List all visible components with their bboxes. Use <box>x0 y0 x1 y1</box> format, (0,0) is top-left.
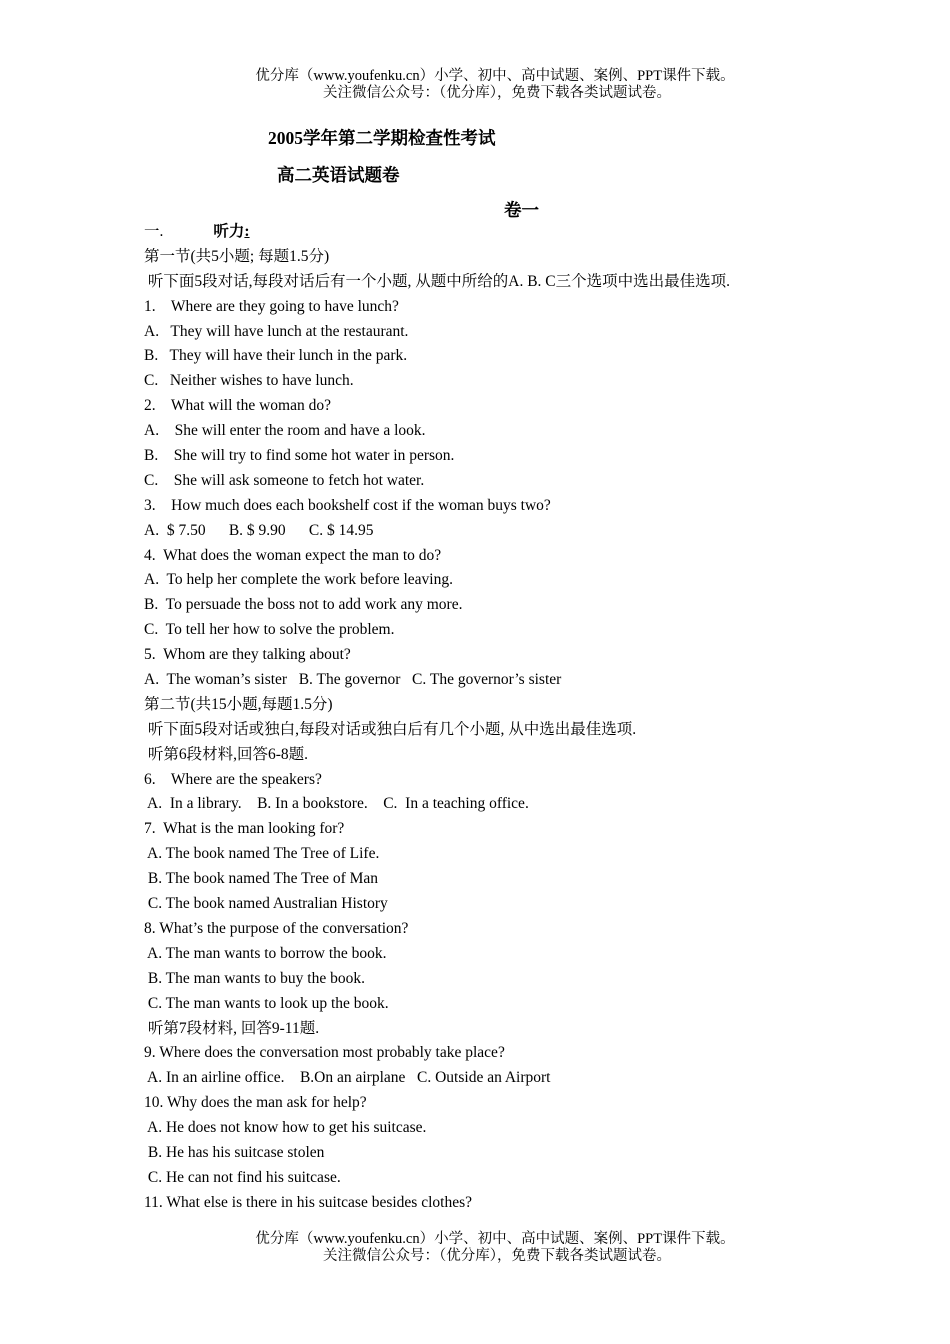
instructions: 听下面5段对话,每段对话后有一个小题, 从题中所给的A. B. C三个选项中选出最佳选项. <box>144 272 730 290</box>
footer-line-1: 优分库（www.youfenku.cn）小学、初中、高中试题、案例、PPT课件下载。 <box>255 1231 735 1247</box>
option: B. They will have their lunch in the park. <box>144 347 408 365</box>
question: 10. Why does the man ask for help? <box>144 1094 367 1112</box>
exam-title: 2005学年第二学期检查性考试 <box>268 128 496 148</box>
option: C. He can not find his suitcase. <box>144 1168 341 1186</box>
page-header <box>0 68 950 102</box>
part-heading: 第二节(共15小题,每题1.5分) <box>144 695 333 713</box>
option: C. The man wants to look up the book. <box>144 994 389 1012</box>
header-line-1: 优分库（www.youfenku.cn）小学、初中、高中试题、案例、PPT课件下载。 <box>255 68 735 84</box>
section-number: 一. <box>144 223 164 240</box>
option: C. To tell her how to solve the problem. <box>144 621 395 639</box>
option: B. The man wants to buy the book. <box>144 969 365 987</box>
option: B. To persuade the boss not to add work any more. <box>144 596 463 614</box>
question: 7. What is the man looking for? <box>144 820 345 838</box>
option: A. The book named The Tree of Life. <box>144 845 380 863</box>
option: B. The book named The Tree of Man <box>144 870 379 888</box>
question: 6. Where are the speakers? <box>144 770 322 788</box>
option: C. The book named Australian History <box>144 895 388 913</box>
section-heading-listening <box>144 220 844 245</box>
instructions: 听下面5段对话或独白,每段对话或独白后有几个小题, 从中选出最佳选项. <box>144 720 637 738</box>
option: A. The man wants to borrow the book. <box>144 944 387 962</box>
question: 1. Where are they going to have lunch? <box>144 297 399 315</box>
section-name: 听力 <box>213 223 245 240</box>
option: C. She will ask someone to fetch hot water. <box>144 471 425 489</box>
exam-body <box>144 220 844 1216</box>
option: A. To help her complete the work before leaving. <box>144 571 453 589</box>
option: A. They will have lunch at the restaurant. <box>144 322 409 340</box>
page-footer <box>0 1231 950 1265</box>
option: A. In a library. B. In a bookstore. C. In a teaching office. <box>144 795 529 813</box>
option: B. She will try to find some hot water in person. <box>144 447 455 465</box>
option: A. She will enter the room and have a look. <box>144 422 426 440</box>
part-heading: 第一节(共5小题; 每题1.5分) <box>144 247 330 265</box>
section-colon: : <box>244 223 250 240</box>
question: 2. What will the woman do? <box>144 397 331 415</box>
option: A. The woman’s sister B. The governor C. The governor’s sister <box>144 671 562 689</box>
question: 8. What’s the purpose of the conversation? <box>144 919 409 937</box>
option: A. In an airline office. B.On an airplane C. Outside an Airport <box>144 1069 551 1087</box>
option: B. He has his suitcase stolen <box>144 1143 325 1161</box>
volume-title: 卷一 <box>504 200 539 220</box>
question: 11. What else is there in his suitcase besides clothes? <box>144 1193 472 1211</box>
footer-line-2: 关注微信公众号：（优分库），免费下载各类试题试卷。 <box>323 1248 671 1264</box>
question: 9. Where does the conversation most probably take place? <box>144 1044 505 1062</box>
subject-title: 高二英语试题卷 <box>277 165 400 185</box>
question: 4. What does the woman expect the man to do? <box>144 546 442 564</box>
question: 5. Whom are they talking about? <box>144 646 351 664</box>
question: 3. How much does each bookshelf cost if the woman buys two? <box>144 496 551 514</box>
option: A. He does not know how to get his suitcase. <box>144 1119 427 1137</box>
header-line-2: 关注微信公众号：（优分库），免费下载各类试题试卷。 <box>323 85 671 101</box>
material-note: 听第7段材料, 回答9-11题. <box>144 1019 320 1037</box>
option: A. $ 7.50 B. $ 9.90 C. $ 14.95 <box>144 521 374 539</box>
option: C. Neither wishes to have lunch. <box>144 372 354 390</box>
material-note: 听第6段材料,回答6-8题. <box>144 745 309 763</box>
